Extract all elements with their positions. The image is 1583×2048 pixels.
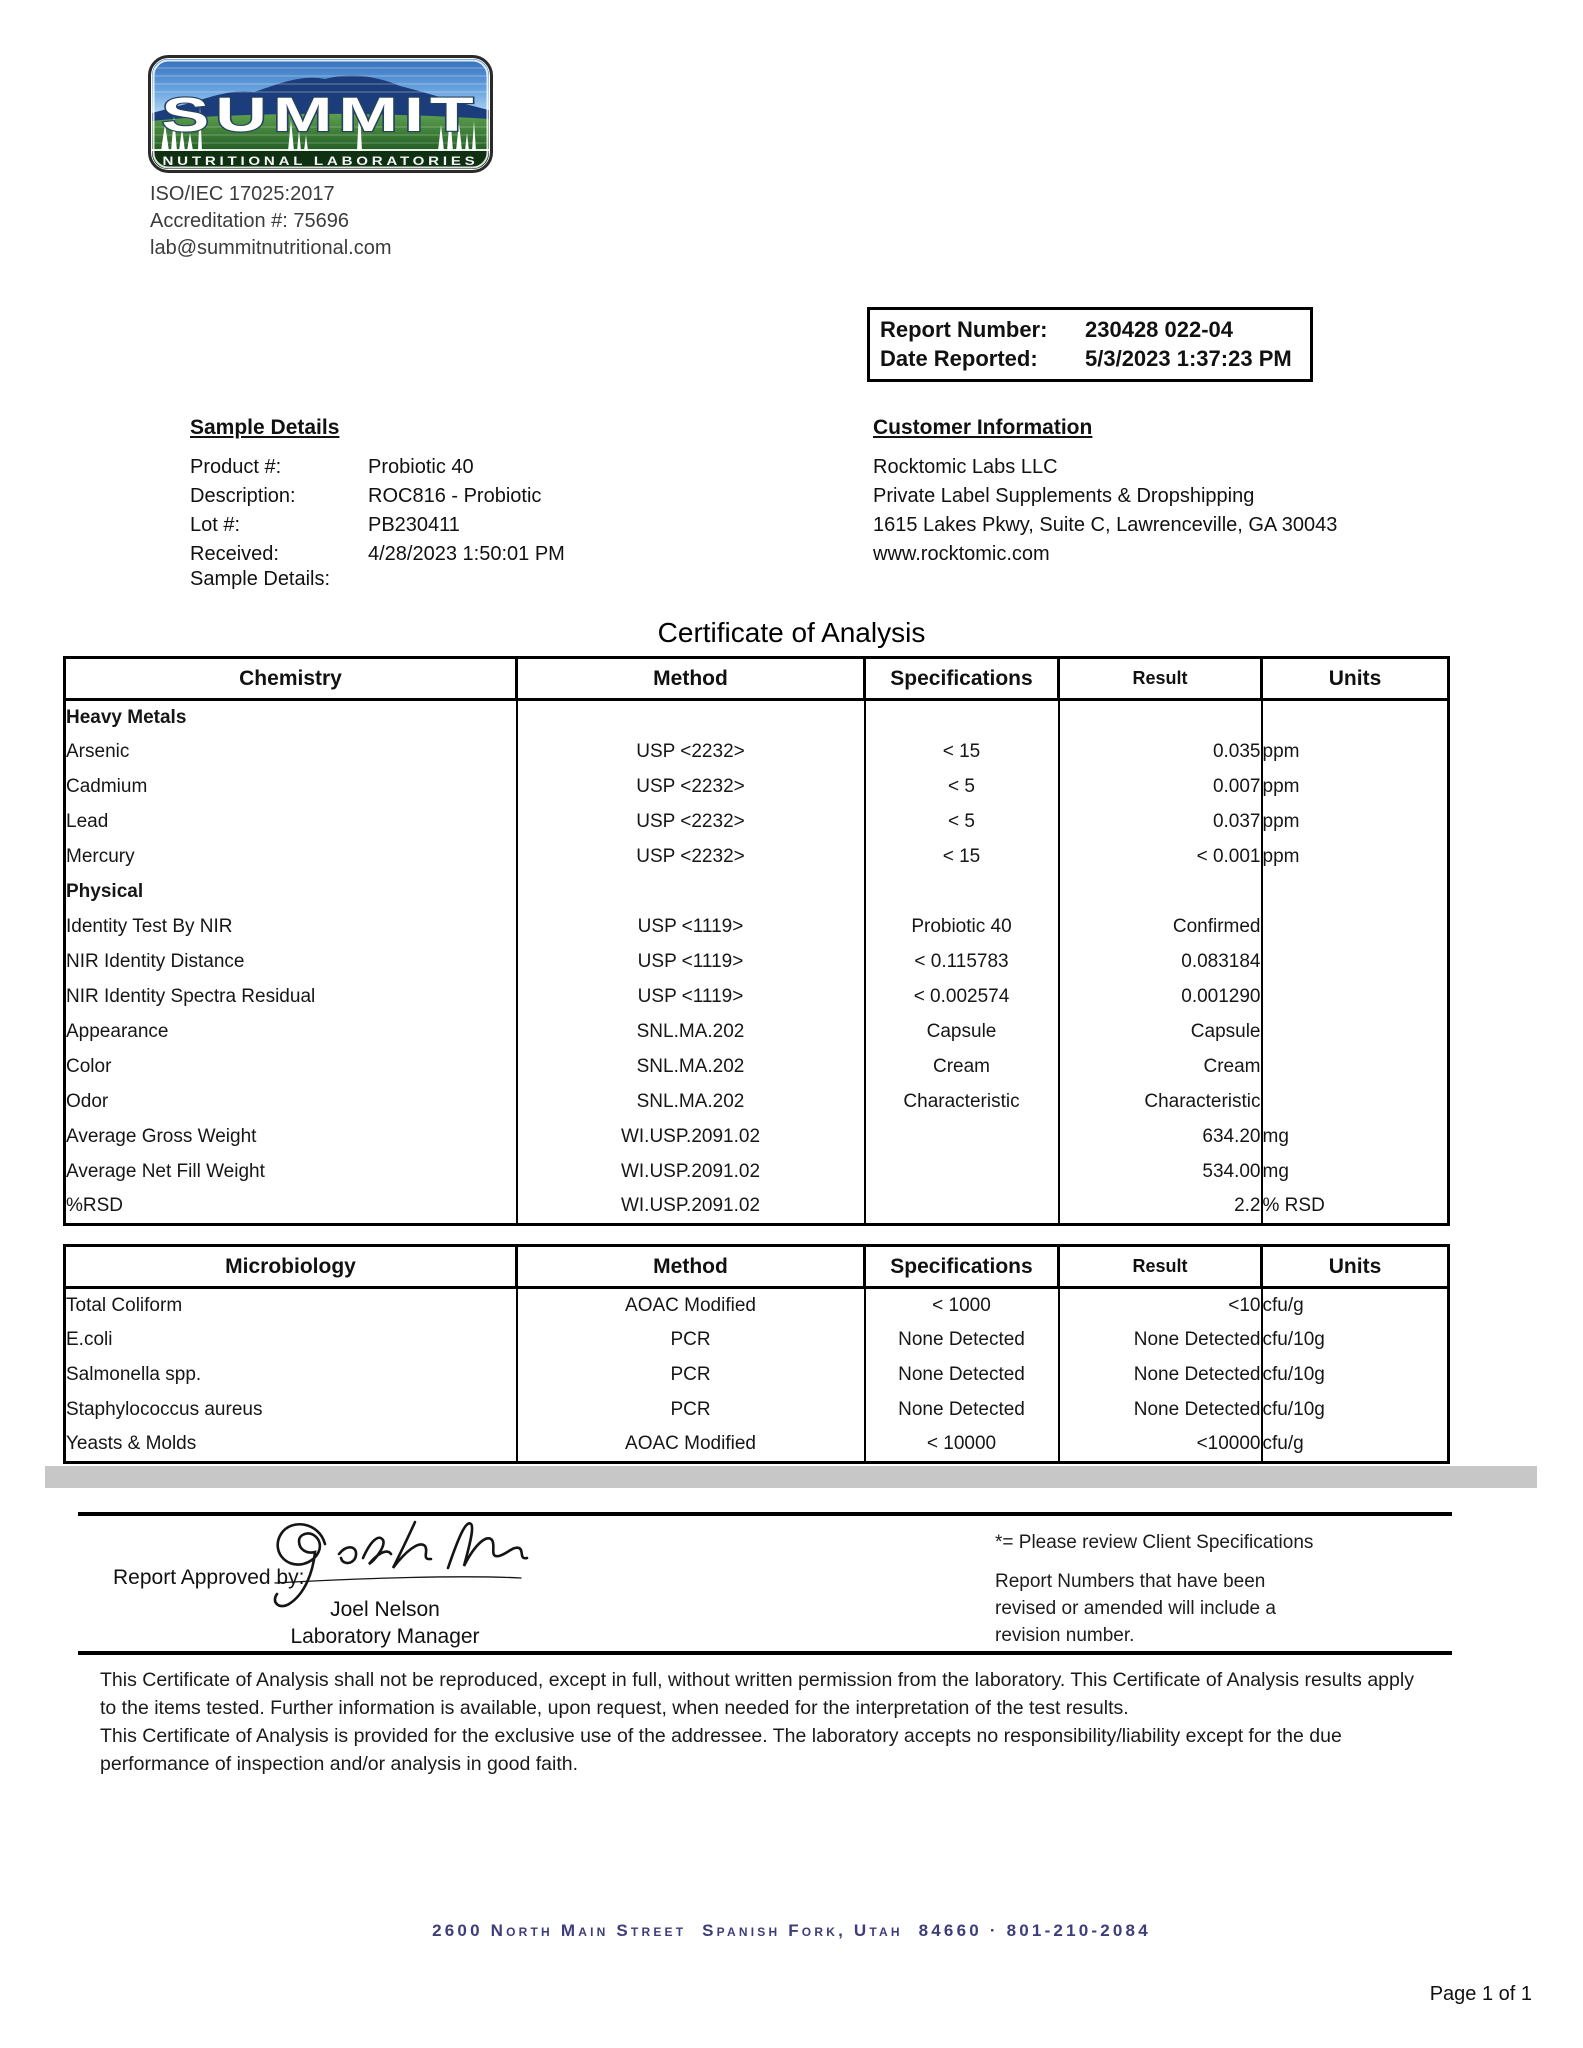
customer-tagline: Private Label Supplements & Dropshipping: [873, 485, 1255, 507]
disclaimer: [100, 1666, 1500, 1778]
cell-spec: None Detected: [865, 1358, 1059, 1393]
cell-spec: < 0.002574: [865, 980, 1059, 1015]
table-row: [65, 840, 1449, 875]
cell-spec: < 10000: [865, 1428, 1059, 1463]
report-number-label: Report Number:: [880, 317, 1048, 342]
cell-name: Physical: [65, 875, 517, 910]
cell-units: cfu/10g: [1262, 1393, 1449, 1428]
cell-units: [1262, 1085, 1449, 1120]
table-row: [65, 1323, 1449, 1358]
product-label: Product #:: [190, 456, 282, 478]
cell-result: [1059, 700, 1262, 735]
cell-method: USP <1119>: [517, 945, 865, 980]
table-row: [65, 1050, 1449, 1085]
header-microbiology: Microbiology: [65, 1246, 517, 1288]
cell-spec: [865, 1190, 1059, 1225]
sample-details-block: [190, 413, 565, 569]
table-row: [65, 1015, 1449, 1050]
table-row: [65, 805, 1449, 840]
cell-method: [517, 875, 865, 910]
cell-name: Average Gross Weight: [65, 1120, 517, 1155]
cell-units: [1262, 945, 1449, 980]
cell-result: 0.007: [1059, 770, 1262, 805]
cell-name: %RSD: [65, 1190, 517, 1225]
table-row: [65, 1085, 1449, 1120]
cell-units: cfu/g: [1262, 1288, 1449, 1323]
report-approved-by-label: Report Approved by:: [113, 1566, 305, 1589]
table-row: [65, 770, 1449, 805]
cell-name: Total Coliform: [65, 1288, 517, 1323]
cell-result: 634.20: [1059, 1120, 1262, 1155]
microbiology-table: [63, 1244, 1450, 1464]
cell-spec: < 15: [865, 840, 1059, 875]
cell-spec: < 0.115783: [865, 945, 1059, 980]
summit-logo-graphic: [148, 55, 493, 173]
microbiology-header-row: [65, 1246, 1449, 1288]
cell-result: Confirmed: [1059, 910, 1262, 945]
report-number-box: [867, 307, 1313, 382]
cell-method: SNL.MA.202: [517, 1085, 865, 1120]
table-row: [65, 735, 1449, 770]
cell-result: 0.083184: [1059, 945, 1262, 980]
signer-name: Joel Nelson: [330, 1598, 440, 1621]
cell-name: NIR Identity Distance: [65, 945, 517, 980]
cell-result: Characteristic: [1059, 1085, 1262, 1120]
logo-title: SUMMIT: [161, 89, 480, 142]
cell-method: AOAC Modified: [517, 1288, 865, 1323]
customer-website: www.rocktomic.com: [873, 543, 1050, 565]
page-title: Certificate of Analysis: [657, 617, 926, 648]
header-result: Result: [1059, 1246, 1262, 1288]
chemistry-header-row: [65, 658, 1449, 700]
cell-spec: Capsule: [865, 1015, 1059, 1050]
header-specifications: Specifications: [865, 1246, 1059, 1288]
cell-name: Identity Test By NIR: [65, 910, 517, 945]
page-number: Page 1 of 1: [1429, 1983, 1532, 2005]
cell-units: mg: [1262, 1155, 1449, 1190]
cell-name: Arsenic: [65, 735, 517, 770]
sample-row-product: [190, 453, 565, 482]
cell-name: Lead: [65, 805, 517, 840]
cell-spec: < 1000: [865, 1288, 1059, 1323]
cell-units: cfu/10g: [1262, 1358, 1449, 1393]
table-row: [65, 910, 1449, 945]
cell-result: 2.2: [1059, 1190, 1262, 1225]
lab-email: lab@summitnutritional.com: [150, 237, 392, 259]
cell-result: Capsule: [1059, 1015, 1262, 1050]
cell-spec: None Detected: [865, 1323, 1059, 1358]
cell-units: ppm: [1262, 840, 1449, 875]
cell-result: 0.001290: [1059, 980, 1262, 1015]
cell-name: Salmonella spp.: [65, 1358, 517, 1393]
header-method: Method: [517, 1246, 865, 1288]
summit-logo: [148, 55, 493, 178]
date-reported-label: Date Reported:: [880, 346, 1038, 371]
cell-name: E.coli: [65, 1323, 517, 1358]
cell-method: SNL.MA.202: [517, 1015, 865, 1050]
cell-units: mg: [1262, 1120, 1449, 1155]
customer-name: Rocktomic Labs LLC: [873, 456, 1058, 478]
cell-spec: Cream: [865, 1050, 1059, 1085]
cell-result: [1059, 875, 1262, 910]
table-row: [65, 1288, 1449, 1323]
report-number-row: [880, 315, 1300, 344]
cell-method: WI.USP.2091.02: [517, 1190, 865, 1225]
cell-spec: Probiotic 40: [865, 910, 1059, 945]
chemistry-table: [63, 656, 1450, 1226]
received-label: Received:: [190, 543, 279, 565]
cell-method: PCR: [517, 1323, 865, 1358]
cell-method: [517, 700, 865, 735]
cell-spec: Characteristic: [865, 1085, 1059, 1120]
cell-spec: [865, 700, 1059, 735]
lab-accreditation-info: [150, 181, 392, 262]
table-row: [65, 1190, 1449, 1225]
cell-units: [1262, 875, 1449, 910]
disclaimer-line: This Certificate of Analysis is provided for the exclusive use of the addressee. The laboratory accepts no responsibility/liability except for the due: [100, 1725, 1342, 1747]
customer-information-block: [873, 413, 1337, 569]
scan-shadow-bar: [45, 1466, 1537, 1488]
cell-name: Heavy Metals: [65, 700, 517, 735]
table-row: [65, 1428, 1449, 1463]
cell-method: USP <1119>: [517, 980, 865, 1015]
sample-row-received: [190, 540, 565, 569]
header-units: Units: [1262, 658, 1449, 700]
header-specifications: Specifications: [865, 658, 1059, 700]
cell-result: <10000: [1059, 1428, 1262, 1463]
cell-name: NIR Identity Spectra Residual: [65, 980, 517, 1015]
cell-name: Odor: [65, 1085, 517, 1120]
cell-method: PCR: [517, 1358, 865, 1393]
cell-units: ppm: [1262, 735, 1449, 770]
cell-units: [1262, 910, 1449, 945]
cell-method: USP <2232>: [517, 735, 865, 770]
sample-details-heading: Sample Details: [190, 416, 340, 439]
cell-units: % RSD: [1262, 1190, 1449, 1225]
date-reported-row: [880, 344, 1300, 373]
cell-spec: [865, 875, 1059, 910]
date-reported-value: 5/3/2023 1:37:23 PM: [1085, 346, 1292, 371]
header-result: Result: [1059, 658, 1262, 700]
cell-result: None Detected: [1059, 1323, 1262, 1358]
disclaimer-line: This Certificate of Analysis shall not be reproduced, except in full, without written permission from the laboratory. This Certificate of Analysis results apply: [100, 1669, 1414, 1691]
description-label: Description:: [190, 485, 296, 507]
cell-units: ppm: [1262, 805, 1449, 840]
cell-spec: [865, 1155, 1059, 1190]
cell-method: USP <2232>: [517, 805, 865, 840]
cell-units: ppm: [1262, 770, 1449, 805]
cell-name: Cadmium: [65, 770, 517, 805]
client-spec-note: *= Please review Client Specifications: [995, 1532, 1314, 1553]
product-value: Probiotic 40: [368, 456, 474, 478]
cell-method: AOAC Modified: [517, 1428, 865, 1463]
table-row: [65, 1358, 1449, 1393]
cell-units: [1262, 700, 1449, 735]
cell-result: Cream: [1059, 1050, 1262, 1085]
table-row: [65, 980, 1449, 1015]
cell-result: <10: [1059, 1288, 1262, 1323]
cell-method: WI.USP.2091.02: [517, 1155, 865, 1190]
signer-title: Laboratory Manager: [290, 1625, 480, 1648]
cell-method: USP <1119>: [517, 910, 865, 945]
cell-result: None Detected: [1059, 1358, 1262, 1393]
received-value: 4/28/2023 1:50:01 PM: [368, 543, 565, 565]
lab-address-footer: 2600 North Main Street Spanish Fork, Utah 84660 · 801-210-2084: [432, 1921, 1151, 1940]
report-number-value: 230428 022-04: [1085, 317, 1234, 342]
sample-details-extra-label: Sample Details:: [190, 568, 331, 590]
cell-name: Mercury: [65, 840, 517, 875]
lot-value: PB230411: [368, 514, 460, 536]
table-row: [65, 1155, 1449, 1190]
revision-note: Report Numbers that have been revised or amended will include a revision number.: [995, 1571, 1276, 1646]
cell-result: None Detected: [1059, 1393, 1262, 1428]
logo-subtitle: NUTRITIONAL LABORATORIES: [162, 154, 479, 168]
lot-label: Lot #:: [190, 514, 241, 536]
cell-method: PCR: [517, 1393, 865, 1428]
cell-method: USP <2232>: [517, 840, 865, 875]
cell-result: < 0.001: [1059, 840, 1262, 875]
cell-spec: [865, 1120, 1059, 1155]
sample-row-description: [190, 482, 565, 511]
disclaimer-line: to the items tested. Further information is available, upon request, when needed for the interpretation of the test results.: [100, 1697, 1129, 1719]
cell-name: Appearance: [65, 1015, 517, 1050]
customer-information-heading: Customer Information: [873, 416, 1093, 439]
cell-result: 534.00: [1059, 1155, 1262, 1190]
cell-name: Staphylococcus aureus: [65, 1393, 517, 1428]
cell-method: SNL.MA.202: [517, 1050, 865, 1085]
cell-result: 0.037: [1059, 805, 1262, 840]
cell-method: WI.USP.2091.02: [517, 1120, 865, 1155]
cell-name: Color: [65, 1050, 517, 1085]
cell-units: cfu/g: [1262, 1428, 1449, 1463]
cell-units: [1262, 1050, 1449, 1085]
description-value: ROC816 - Probiotic: [368, 485, 542, 507]
header-method: Method: [517, 658, 865, 700]
customer-address: 1615 Lakes Pkwy, Suite C, Lawrenceville, GA 30043: [873, 514, 1338, 536]
header-units: Units: [1262, 1246, 1449, 1288]
cell-result: 0.035: [1059, 735, 1262, 770]
disclaimer-line: performance of inspection and/or analysis in good faith.: [100, 1753, 579, 1775]
cell-name: Yeasts & Molds: [65, 1428, 517, 1463]
cell-spec: < 5: [865, 805, 1059, 840]
cell-spec: None Detected: [865, 1393, 1059, 1428]
cell-method: USP <2232>: [517, 770, 865, 805]
table-row: [65, 945, 1449, 980]
divider-line: [78, 1651, 1452, 1655]
cell-spec: < 5: [865, 770, 1059, 805]
table-row: [65, 1393, 1449, 1428]
cell-units: cfu/10g: [1262, 1323, 1449, 1358]
accreditation-line: Accreditation #: 75696: [150, 210, 350, 232]
iso-line: ISO/IEC 17025:2017: [150, 183, 335, 205]
cell-name: Average Net Fill Weight: [65, 1155, 517, 1190]
section-row: [65, 700, 1449, 735]
cell-units: [1262, 980, 1449, 1015]
section-row: [65, 875, 1449, 910]
cell-units: [1262, 1015, 1449, 1050]
cell-spec: < 15: [865, 735, 1059, 770]
table-row: [65, 1120, 1449, 1155]
header-chemistry: Chemistry: [65, 658, 517, 700]
sample-row-lot: [190, 511, 565, 540]
